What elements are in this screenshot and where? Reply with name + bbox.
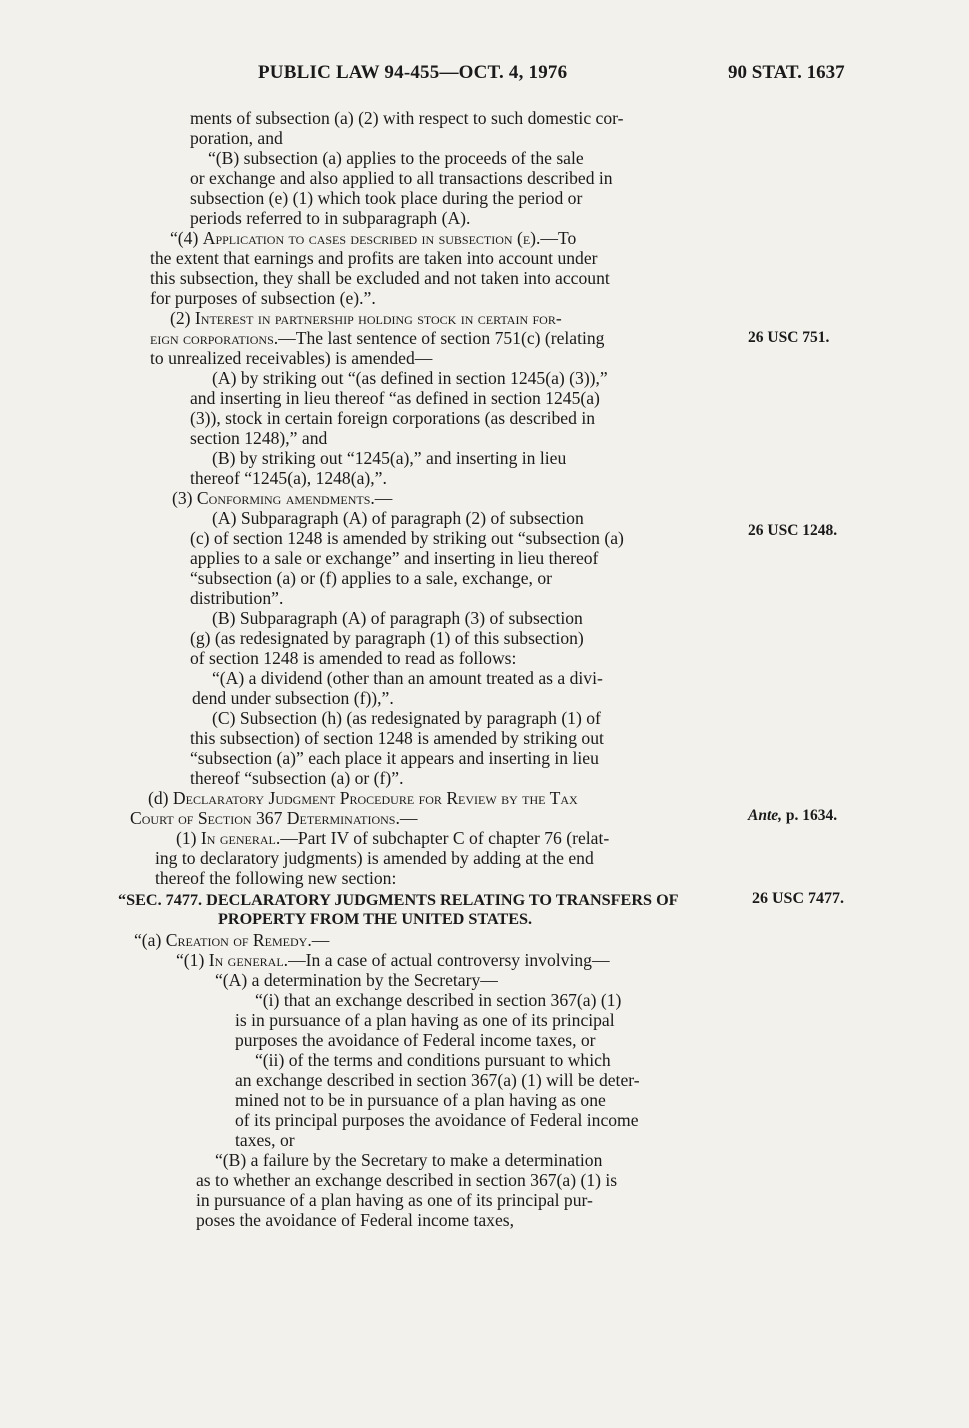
text-line: of section 1248 is amended to read as follows: — [190, 648, 517, 668]
text-line: “(B) subsection (a) applies to the proceeds of the sale — [208, 148, 584, 168]
running-header-title: PUBLIC LAW 94-455—OCT. 4, 1976 — [258, 62, 568, 83]
text-line: thereof “1245(a), 1248(a),”. — [190, 468, 387, 488]
text-line: of its principal purposes the avoidance of Federal income — [235, 1110, 639, 1130]
paragraph-heading: In general. — [208, 950, 289, 970]
paragraph-heading-line — [170, 228, 576, 248]
heading-tail: —The last sentence of section 751(c) (relating — [278, 328, 605, 348]
text-line: (g) (as redesignated by paragraph (1) of this subsection) — [190, 628, 584, 648]
heading-tail: — — [399, 808, 418, 828]
text-line: ments of subsection (a) (2) with respect to such domestic cor- — [190, 108, 624, 128]
text-line: poration, and — [190, 128, 283, 148]
margin-note-ante-italic: Ante, — [748, 807, 783, 824]
text-line: this subsection, they shall be excluded and not taken into account — [150, 268, 610, 288]
paragraph-number: (1) — [176, 828, 201, 848]
subsection-heading: Declaratory Judgment Procedure for Review by the Tax — [172, 788, 578, 808]
subsection-heading-line — [130, 808, 417, 828]
margin-note-ante — [748, 807, 837, 825]
margin-note-26-usc-7477: 26 USC 7477. — [752, 890, 845, 907]
margin-note-26-usc-751: 26 USC 751. — [748, 329, 830, 346]
paragraph-heading: In general. — [200, 828, 281, 848]
text-line: this subsection) of section 1248 is amended by striking out — [190, 728, 604, 748]
text-line: and inserting in lieu thereof “as defined in section 1245(a) — [190, 388, 600, 408]
text-line: “(A) a determination by the Secretary— — [215, 970, 498, 990]
paragraph-heading: Application to cases described in subsection (e). — [202, 228, 541, 248]
text-line: as to whether an exchange described in section 367(a) (1) is — [196, 1170, 618, 1190]
paragraph-heading: Interest in partnership holding stock in certain for- — [194, 308, 562, 328]
text-line: (B) by striking out “1245(a),” and inserting in lieu — [212, 448, 567, 468]
text-line: dend under subsection (f)),”. — [192, 688, 394, 708]
subsection-heading: Creation of Remedy. — [165, 930, 312, 950]
paragraph-heading-line — [150, 328, 604, 348]
paragraph-heading-line — [176, 950, 610, 970]
heading-tail: —Part IV of subchapter C of chapter 76 (relat- — [280, 828, 610, 848]
subsection-heading-cont: Court of Section 367 Determinations. — [130, 808, 400, 828]
text-line: for purposes of subsection (e).”. — [150, 288, 376, 308]
paragraph-number: (2) — [170, 308, 195, 328]
paragraph-heading: Conforming amendments. — [196, 488, 375, 508]
text-line: “subsection (a) or (f) applies to a sale, exchange, or — [190, 568, 552, 588]
text-line: in pursuance of a plan having as one of its principal pur- — [196, 1190, 593, 1210]
paragraph-number: (3) — [172, 488, 197, 508]
paragraph-heading-line — [176, 828, 609, 848]
text-line: ing to declaratory judgments) is amended by adding at the end — [155, 848, 594, 868]
subsection-heading-line — [134, 930, 329, 950]
heading-tail: — — [311, 930, 330, 950]
margin-note-ante-page: p. 1634. — [782, 807, 838, 824]
text-line: section 1248),” and — [190, 428, 328, 448]
text-line: (A) Subparagraph (A) of paragraph (2) of subsection — [212, 508, 584, 528]
text-line: thereof the following new section: — [155, 868, 397, 888]
text-line: (C) Subsection (h) (as redesignated by paragraph (1) of — [212, 708, 601, 728]
text-line: “(A) a dividend (other than an amount treated as a divi- — [212, 668, 603, 688]
margin-note-26-usc-1248: 26 USC 1248. — [748, 522, 838, 539]
heading-tail: —In a case of actual controversy involving— — [288, 950, 610, 970]
text-line: (A) by striking out “(as defined in section 1245(a) (3)),” — [212, 368, 608, 388]
paragraph-number: “(1) — [176, 950, 209, 970]
section-heading: “SEC. 7477. DECLARATORY JUDGMENTS RELATING TO TRANSFERS OF — [118, 891, 679, 909]
text-line: applies to a sale or exchange” and inserting in lieu thereof — [190, 548, 599, 568]
heading-tail: — — [374, 488, 393, 508]
text-line: periods referred to in subparagraph (A). — [190, 208, 471, 228]
paragraph-number: “(4) — [170, 228, 203, 248]
text-line: or exchange and also applied to all transactions described in — [190, 168, 613, 188]
text-line: an exchange described in section 367(a) (1) will be deter- — [235, 1070, 640, 1090]
heading-tail: —To — [540, 228, 577, 248]
subsection-number: “(a) — [134, 930, 166, 950]
text-line: taxes, or — [235, 1130, 295, 1150]
text-line: poses the avoidance of Federal income taxes, — [196, 1210, 515, 1230]
text-line: “(i) that an exchange described in section 367(a) (1) — [255, 990, 622, 1010]
text-line: the extent that earnings and profits are taken into account under — [150, 248, 598, 268]
text-line: mined not to be in pursuance of a plan having as one — [235, 1090, 606, 1110]
paragraph-heading-line — [170, 308, 562, 328]
subsection-heading-line — [148, 788, 578, 808]
text-line: (B) Subparagraph (A) of paragraph (3) of subsection — [212, 608, 583, 628]
text-line: “(ii) of the terms and conditions pursuant to which — [255, 1050, 611, 1070]
text-line: (3)), stock in certain foreign corporations (as described in — [190, 408, 595, 428]
text-line: distribution”. — [190, 588, 284, 608]
text-line: (c) of section 1248 is amended by striking out “subsection (a) — [190, 528, 624, 548]
text-line: to unrealized receivables) is amended— — [150, 348, 433, 368]
text-line: subsection (e) (1) which took place during the period or — [190, 188, 583, 208]
text-line: purposes the avoidance of Federal income taxes, or — [235, 1030, 596, 1050]
paragraph-heading-line — [172, 488, 392, 508]
text-line: “subsection (a)” each place it appears and inserting in lieu — [190, 748, 599, 768]
paragraph-heading-cont: eign corporations. — [150, 328, 279, 348]
subsection-number: (d) — [148, 788, 173, 808]
section-heading-cont: PROPERTY FROM THE UNITED STATES. — [218, 910, 533, 928]
statute-page-number: 90 STAT. 1637 — [728, 62, 845, 83]
text-line: thereof “subsection (a) or (f)”. — [190, 768, 404, 788]
text-line: “(B) a failure by the Secretary to make a determination — [215, 1150, 603, 1170]
text-line: is in pursuance of a plan having as one of its principal — [235, 1010, 615, 1030]
